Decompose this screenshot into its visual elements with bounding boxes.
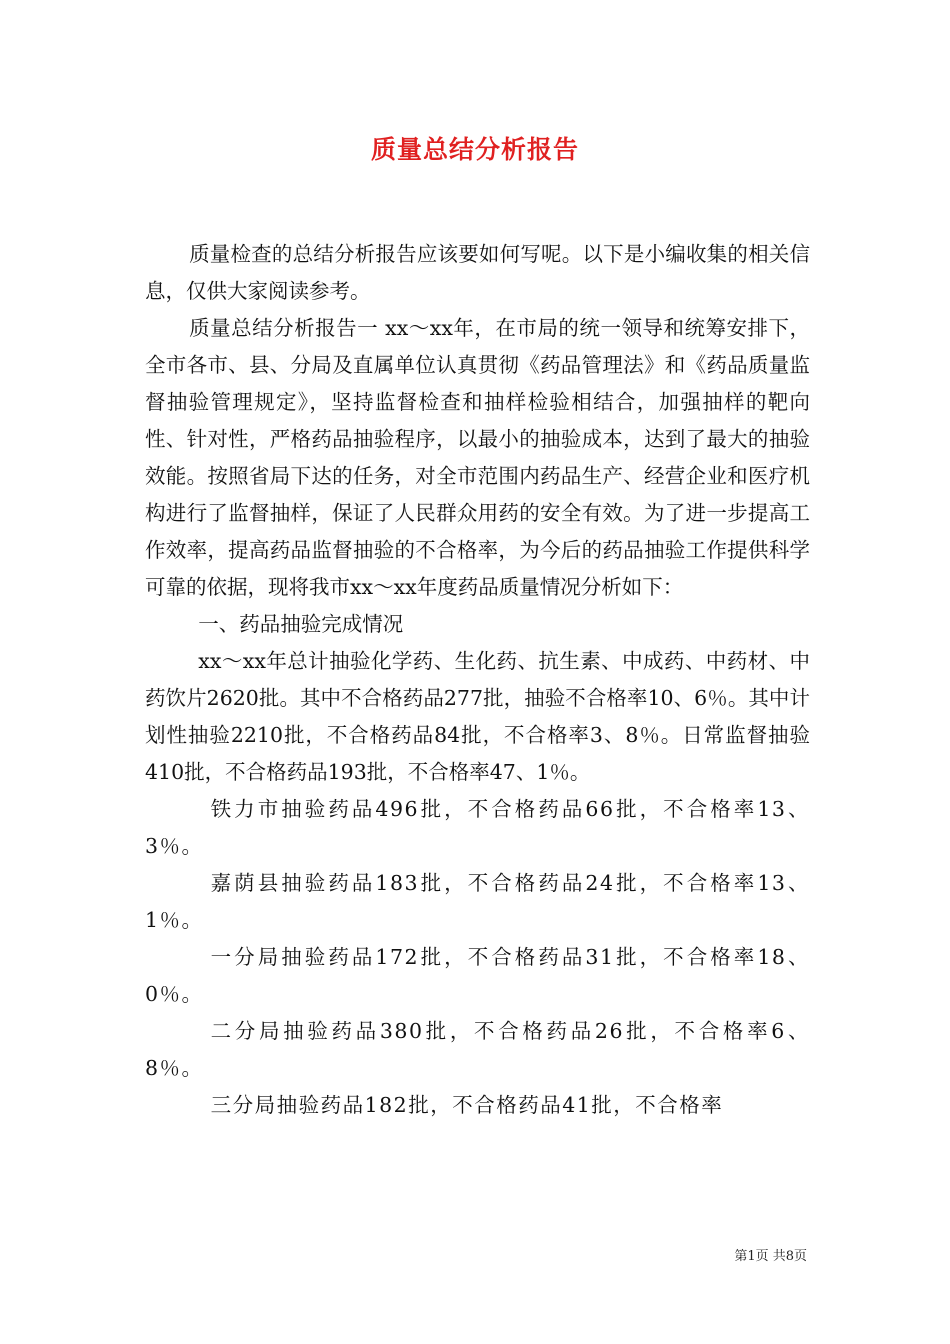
report-paragraph-1: 质量总结分析报告一 xx～xx年，在市局的统一领导和统筹安排下，全市各市、县、分局及直属单位认真贯彻《药品管理法》和《药品质量监督抽验管理规定》，坚持监督检查和抽样检验相结合，加强抽样的靶向性、针对性，严格药品抽验程序，以最小的抽验成本，达到了最大的抽验效能。按照省局下达的任务，对全市范围内药品生产、经营企业和医疗机构进行了监督抽样，保证了人民群众用药的安全有效。为了进一步提高工作效率，提高药品监督抽验的不合格率，为今后的药品抽验工作提供科学可靠的依据，现将我市xx～xx年度药品质量情况分析如下： bbox=[145, 316, 810, 599]
section-heading: 一、药品抽验完成情况 bbox=[198, 612, 404, 636]
report-paragraph-2: xx～xx年总计抽验化学药、生化药、抗生素、中成药、中药材、中药饮片2620批。其中不合格药品277批，抽验不合格率10、6％。其中计划性抽验2210批，不合格药品84批，不合格率3、8％。日常监督抽验410批，不合格药品193批，不合格率47、1％。 bbox=[145, 649, 810, 784]
stat-paragraph-branch-1: 一分局抽验药品172批，不合格药品31批，不合格率18、0％。 bbox=[145, 945, 810, 1006]
stat-paragraph-tieli: 铁力市抽验药品496批，不合格药品66批，不合格率13、3％。 bbox=[145, 797, 810, 858]
document-body bbox=[145, 236, 810, 1124]
page-number: 第1页 共8页 bbox=[734, 1249, 807, 1264]
stat-paragraph-branch-3: 三分局抽验药品182批，不合格药品41批，不合格率 bbox=[210, 1093, 724, 1117]
stat-paragraph-jiayin: 嘉荫县抽验药品183批，不合格药品24批，不合格率13、1％。 bbox=[145, 871, 810, 932]
intro-paragraph: 质量检查的总结分析报告应该要如何写呢。以下是小编收集的相关信息，仅供大家阅读参考。 bbox=[145, 242, 810, 303]
document-title: 质量总结分析报告 bbox=[370, 135, 579, 164]
stat-paragraph-branch-2: 二分局抽验药品380批，不合格药品26批，不合格率6、8％。 bbox=[145, 1019, 810, 1080]
